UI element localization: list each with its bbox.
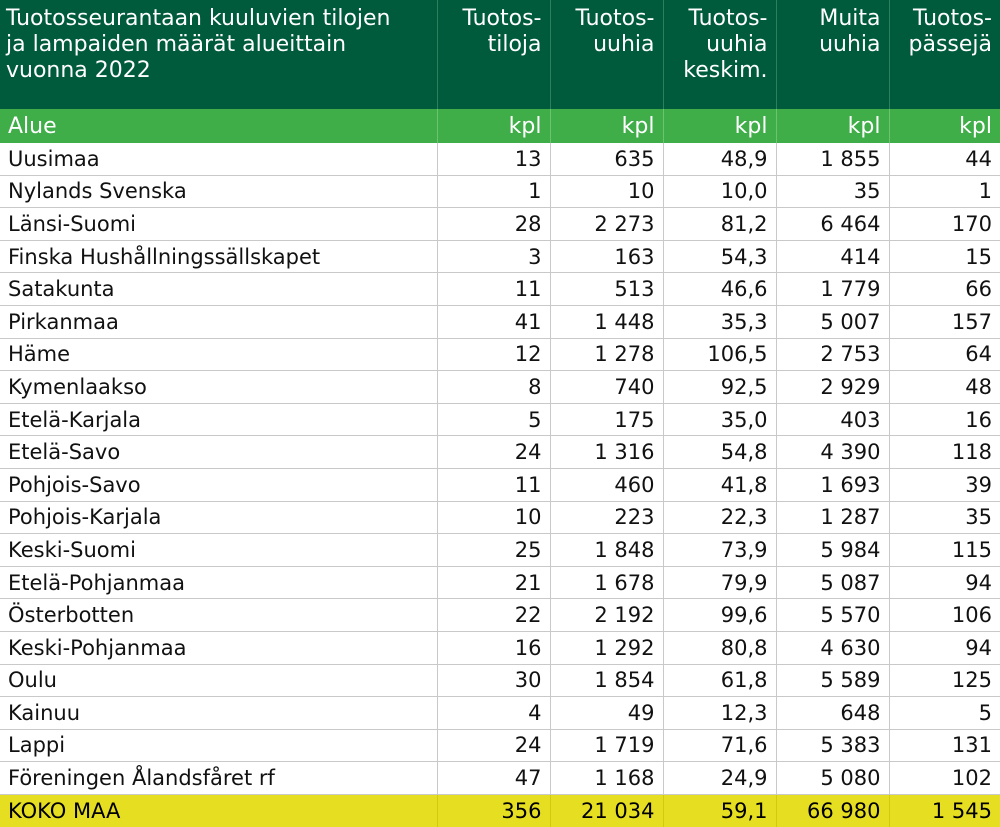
table-cell: 5: [437, 403, 550, 436]
table-cell: 157: [889, 305, 1000, 338]
table-cell: 61,8: [663, 664, 776, 697]
table-title: Tuotosseurantaan kuuluvien tilojen ja lampaiden määrät alueittain vuonna 2022: [0, 0, 437, 109]
table-row: [0, 697, 1000, 730]
table-row: [0, 175, 1000, 208]
table-footer: [0, 794, 1000, 827]
region-column-label: Alue: [0, 109, 437, 143]
table-row: [0, 436, 1000, 469]
table-row: [0, 403, 1000, 436]
table-cell: 66: [889, 273, 1000, 306]
table-cell: 94: [889, 631, 1000, 664]
table-cell: 54,8: [663, 436, 776, 469]
table-cell: 1 854: [550, 664, 663, 697]
table-cell: 2 753: [776, 338, 889, 371]
column-header-tuotosuuhia-keskim: Tuotos- uuhia keskim.: [663, 0, 776, 109]
total-cell: 1 545: [889, 794, 1000, 827]
table-cell: 1: [437, 175, 550, 208]
table-cell: 5 383: [776, 729, 889, 762]
table-cell: 39: [889, 468, 1000, 501]
table-cell: 21: [437, 566, 550, 599]
table-cell: 1 848: [550, 534, 663, 567]
header-title-row: [0, 0, 1000, 109]
table-cell: 1 855: [776, 143, 889, 175]
table-cell: 35,3: [663, 305, 776, 338]
table-row: [0, 273, 1000, 306]
table-row: [0, 240, 1000, 273]
table-cell: 403: [776, 403, 889, 436]
table-cell: 5 087: [776, 566, 889, 599]
table-cell: 48,9: [663, 143, 776, 175]
table-cell: 41,8: [663, 468, 776, 501]
table-cell: 47: [437, 762, 550, 795]
table-cell: 1 779: [776, 273, 889, 306]
table-row: [0, 143, 1000, 175]
region-name: Etelä-Pohjanmaa: [0, 566, 437, 599]
table-cell: 79,9: [663, 566, 776, 599]
table-cell: 3: [437, 240, 550, 273]
table-row: [0, 599, 1000, 632]
table-cell: 11: [437, 273, 550, 306]
region-name: Keski-Suomi: [0, 534, 437, 567]
table-cell: 740: [550, 371, 663, 404]
table-cell: 24,9: [663, 762, 776, 795]
table-cell: 12: [437, 338, 550, 371]
table-cell: 1 448: [550, 305, 663, 338]
region-name: Lappi: [0, 729, 437, 762]
unit-label: kpl: [889, 109, 1000, 143]
table-cell: 4 390: [776, 436, 889, 469]
table-cell: 5 080: [776, 762, 889, 795]
table-cell: 1 278: [550, 338, 663, 371]
table-cell: 35: [889, 501, 1000, 534]
table-cell: 41: [437, 305, 550, 338]
table-cell: 49: [550, 697, 663, 730]
table-cell: 1 292: [550, 631, 663, 664]
table-cell: 8: [437, 371, 550, 404]
table-row: [0, 664, 1000, 697]
region-name: Österbotten: [0, 599, 437, 632]
table-cell: 5 007: [776, 305, 889, 338]
region-name: Uusimaa: [0, 143, 437, 175]
table-cell: 11: [437, 468, 550, 501]
unit-label: kpl: [550, 109, 663, 143]
table-cell: 46,6: [663, 273, 776, 306]
region-name: Häme: [0, 338, 437, 371]
table-row: [0, 762, 1000, 795]
table-cell: 102: [889, 762, 1000, 795]
table-cell: 223: [550, 501, 663, 534]
table-cell: 71,6: [663, 729, 776, 762]
table-cell: 1 287: [776, 501, 889, 534]
table-cell: 64: [889, 338, 1000, 371]
table-cell: 170: [889, 208, 1000, 241]
total-cell: 356: [437, 794, 550, 827]
table-cell: 73,9: [663, 534, 776, 567]
table-cell: 44: [889, 143, 1000, 175]
region-name: Pohjois-Karjala: [0, 501, 437, 534]
table-cell: 10: [550, 175, 663, 208]
table-row: [0, 631, 1000, 664]
table-cell: 5: [889, 697, 1000, 730]
table-cell: 25: [437, 534, 550, 567]
table-cell: 2 192: [550, 599, 663, 632]
table-cell: 48: [889, 371, 1000, 404]
table-cell: 131: [889, 729, 1000, 762]
table-row: [0, 338, 1000, 371]
column-header-muita-uuhia: Muita uuhia: [776, 0, 889, 109]
table-cell: 1 678: [550, 566, 663, 599]
table-cell: 414: [776, 240, 889, 273]
total-row: [0, 794, 1000, 827]
table-cell: 1 316: [550, 436, 663, 469]
table-row: [0, 566, 1000, 599]
table-cell: 1: [889, 175, 1000, 208]
table-cell: 24: [437, 729, 550, 762]
table-cell: 513: [550, 273, 663, 306]
table-cell: 2 929: [776, 371, 889, 404]
table-cell: 2 273: [550, 208, 663, 241]
region-name: Nylands Svenska: [0, 175, 437, 208]
table-cell: 80,8: [663, 631, 776, 664]
column-header-tuotostiloja: Tuotos- tiloja: [437, 0, 550, 109]
table-cell: 13: [437, 143, 550, 175]
region-name: Kymenlaakso: [0, 371, 437, 404]
table-cell: 648: [776, 697, 889, 730]
table-cell: 5 570: [776, 599, 889, 632]
column-header-tuotosuuhia: Tuotos- uuhia: [550, 0, 663, 109]
table-cell: 28: [437, 208, 550, 241]
table-cell: 99,6: [663, 599, 776, 632]
total-cell: 59,1: [663, 794, 776, 827]
table-cell: 94: [889, 566, 1000, 599]
total-cell: 66 980: [776, 794, 889, 827]
table-cell: 22,3: [663, 501, 776, 534]
region-name: Etelä-Savo: [0, 436, 437, 469]
column-header-tuotospasseja: Tuotos- pässejä: [889, 0, 1000, 109]
unit-label: kpl: [437, 109, 550, 143]
region-name: Keski-Pohjanmaa: [0, 631, 437, 664]
table-cell: 1 719: [550, 729, 663, 762]
table-cell: 35: [776, 175, 889, 208]
region-name: Etelä-Karjala: [0, 403, 437, 436]
table-cell: 106: [889, 599, 1000, 632]
table-cell: 175: [550, 403, 663, 436]
table-cell: 81,2: [663, 208, 776, 241]
table-cell: 16: [889, 403, 1000, 436]
table-cell: 54,3: [663, 240, 776, 273]
table-cell: 15: [889, 240, 1000, 273]
total-label: KOKO MAA: [0, 794, 437, 827]
table-cell: 1 168: [550, 762, 663, 795]
table-cell: 125: [889, 664, 1000, 697]
table-cell: 16: [437, 631, 550, 664]
table-cell: 10: [437, 501, 550, 534]
table-cell: 24: [437, 436, 550, 469]
unit-label: kpl: [776, 109, 889, 143]
table-cell: 35,0: [663, 403, 776, 436]
table-row: [0, 208, 1000, 241]
table-cell: 1 693: [776, 468, 889, 501]
table-body: [0, 143, 1000, 794]
region-name: Kainuu: [0, 697, 437, 730]
total-cell: 21 034: [550, 794, 663, 827]
table-row: [0, 305, 1000, 338]
region-name: Föreningen Ålandsfåret rf: [0, 762, 437, 795]
table-row: [0, 729, 1000, 762]
table-cell: 5 984: [776, 534, 889, 567]
unit-row: [0, 109, 1000, 143]
region-name: Satakunta: [0, 273, 437, 306]
table-row: [0, 501, 1000, 534]
region-name: Pohjois-Savo: [0, 468, 437, 501]
table-cell: 118: [889, 436, 1000, 469]
table-cell: 10,0: [663, 175, 776, 208]
table-row: [0, 534, 1000, 567]
table-cell: 6 464: [776, 208, 889, 241]
unit-label: kpl: [663, 109, 776, 143]
table-row: [0, 468, 1000, 501]
table-cell: 4: [437, 697, 550, 730]
region-name: Oulu: [0, 664, 437, 697]
table-cell: 163: [550, 240, 663, 273]
table-cell: 12,3: [663, 697, 776, 730]
table-cell: 460: [550, 468, 663, 501]
region-name: Pirkanmaa: [0, 305, 437, 338]
table-cell: 5 589: [776, 664, 889, 697]
table-cell: 106,5: [663, 338, 776, 371]
region-name: Finska Hushållningssällskapet: [0, 240, 437, 273]
table-cell: 92,5: [663, 371, 776, 404]
table-cell: 22: [437, 599, 550, 632]
table-cell: 30: [437, 664, 550, 697]
table-header: [0, 0, 1000, 143]
table-cell: 635: [550, 143, 663, 175]
region-name: Länsi-Suomi: [0, 208, 437, 241]
table-cell: 4 630: [776, 631, 889, 664]
table-cell: 115: [889, 534, 1000, 567]
table-row: [0, 371, 1000, 404]
